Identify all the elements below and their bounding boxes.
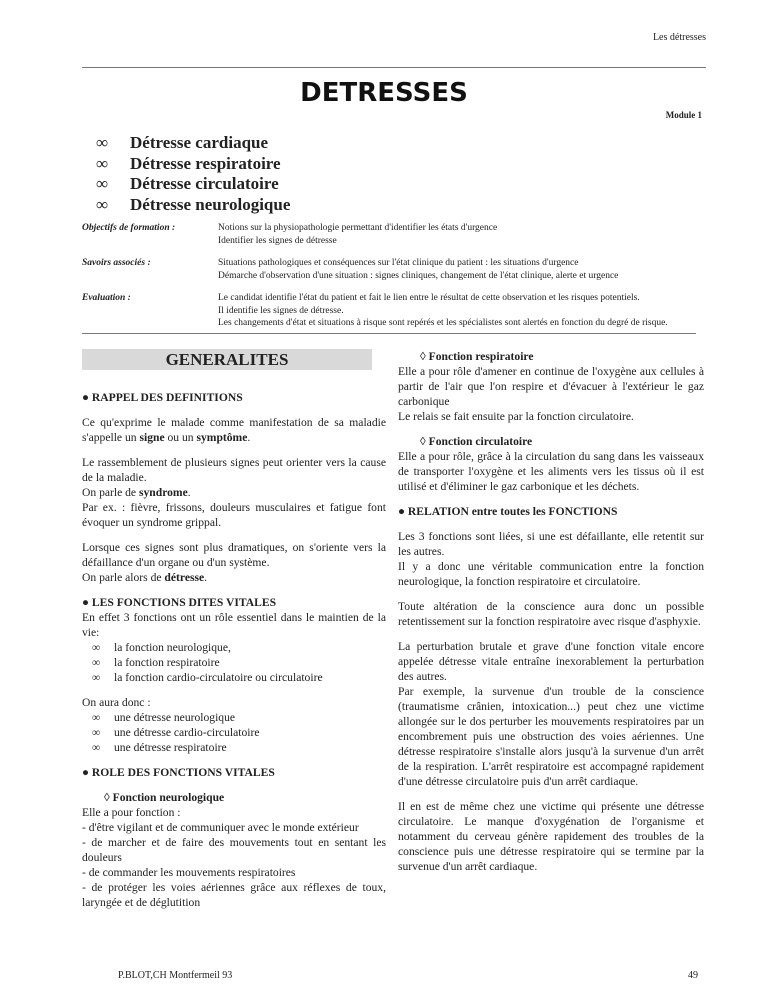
document-page: Les détresses DETRESSES Module 1 ∞ Détresse cardiaque ∞ Détresse respiratoire ∞ Détresse circulatoire ∞ Détresse neurologique Objectifs de formation : Notions sur la physiopathologie permettant d'identifier les états d'urgence Identifier les signes de détresse Savoirs associés : Situations pathologiques et conséquences sur l'état clinique du patient : les situations d'urgence Démarche d'observation d'une situation : signes cliniques, changement de l'état clinique, alerte et urgence Evaluation : Le candidat identifie l'état du patient et fait le lien entre le résultat de cette observation et les risques potentiels. Il identifie les signes de détresse. Les changements d'état et situations à risque sont repérés et les spécialistes sont alertés en fonction du degré de risque. GENERALITES ● RAPPEL DES DEFINITIONS Ce qu'exprime le malade comme manifestation de sa maladie s'appelle un signe ou un symptôme. Le rassemblement de plusieurs signes peut orienter vers la cause de la maladie. On parle de syndrome. Par ex. : fièvre, frissons, douleurs musculaires et fatigue font évoquer un syndrome grippal. Lorsque ces signes sont plus dramatiques, on s'oriente vers la défaillance d'un organe ou d'un système. On parle alors de détresse. ● LES FONCTIONS DITES VITALES En effet 3 fonctions ont un rôle essentiel dans le maintien de la vie: ∞ la fonction neurologique, ∞ la fonction respiratoire ∞ la fonction cardio-circulatoire ou circulatoire On aura donc : ∞ une détresse neurologique ∞ une détresse cardio-circulatoire ∞ une détresse respiratoire ● ROLE DES FONCTIONS VITALES ◊ Fonction neurologique Elle a pour fonction : - d'être vigilant et de communiquer avec le monde extérieur - de marcher et de faire des mouvements tout en sentant les douleurs - de commander les mouvements respiratoires - de protéger les voies aériennes grâce aux réflexes de toux, laryngée et de déglutition ◊ Fonction respiratoire Elle a pour rôle d'amener en continue de l'oxygène aux cellules à partir de l'air que l'on respire et d'évacuer à l'extérieur le gaz carbonique Le relais se fait ensuite par la fonction circulatoire. ◊ Fonction circulatoire Elle a pour rôle, grâce à la circulation du sang dans les vaisseaux de transporter l'oxygène et les aliments vers les tissus où il est utilisé et d'éliminer le gaz carbonique et les déchets. ● RELATION entre toutes les FONCTIONS Les 3 fonctions sont liées, si une est défaillante, elle retentit sur les autres. Il y a donc une véritable communication entre la fonction neurologique, la fonction respiratoire et circulatoire. Toute altération de la conscience aura donc un possible retentissement sur la fonction respiratoire avec risque d'asphyxie. La perturbation brutale et grave d'une fonction vitale encore appelée détresse vitale entraîne inexorablement la perturbation des autres. Par exemple, la survenue d'un trouble de la conscience (traumatisme crânien, intoxication...) peut chez une victime allongée sur le dos perturber les mouvements respiratoires par un encombrement puis une obstruction des voies aériennes. Une détresse respiratoire s'installe alors jusqu'à la survenue d'un arrêt de la respiration. L'arrêt respiratoire est accompagné rapidement d'une détresse circulatoire puis d'un arrêt cardiaque. Il en est de même chez une victime qui présente une détresse circulatoire. Le manque d'oxygénation de l'organisme et notamment du cerveau génère rapidement des troubles de la conscience puis une détresse respiratoire qui se termine par la survenue d'un arrêt cardiaque. P.BLOT,CH Montfermeil 93 49	[0, 0, 768, 994]
infinity-bullet-icon: ∞	[96, 174, 109, 193]
paragraph: La perturbation brutale et grave d'une fonction vitale encore appelée détresse vitale entraîne inexorablement la perturbation des autres. Par exemple, la survenue d'un trouble de la conscience (traumatisme crânien, intoxication...) peut chez une victime allongée sur le dos perturber les mouvements respiratoires par un encombrement puis une obstruction des voies aériennes. Une détresse respiratoire s'installe alors jusqu'à la survenue d'un arrêt de la respiration. L'arrêt respiratoire est accompagné rapidement d'une détresse circulatoire puis d'un arrêt cardiaque.	[398, 640, 704, 788]
list-item: ∞ une détresse neurologique	[92, 711, 236, 724]
list-item: ∞ une détresse cardio-circulatoire	[92, 726, 260, 739]
topic-item: ∞ Détresse respiratoire	[96, 153, 281, 173]
paragraph: Le rassemblement de plusieurs signes peut orienter vers la cause de la maladie. On parle de syndrome. Par ex. : fièvre, frissons, douleurs musculaires et fatigue font évoquer un syndrome grippal.	[82, 456, 386, 529]
list-item: ∞ la fonction respiratoire	[92, 656, 220, 669]
running-header: Les détresses	[652, 32, 706, 43]
heading-roles: ● ROLE DES FONCTIONS VITALES	[82, 766, 275, 779]
paragraph: Ce qu'exprime le malade comme manifestation de sa maladie s'appelle un signe ou un symptôme.	[82, 416, 386, 444]
header-rule	[82, 67, 706, 68]
page-title: DETRESSES	[300, 78, 468, 108]
infinity-bullet-icon: ∞	[96, 194, 109, 214]
page-number: 49	[688, 970, 698, 981]
paragraph: On aura donc :	[82, 696, 151, 709]
list-item: ∞ la fonction cardio-circulatoire ou circulatoire	[92, 671, 323, 684]
heading-respiratory: ◊ Fonction respiratoire	[420, 350, 534, 363]
heading-circulatory: ◊ Fonction circulatoire	[420, 435, 533, 448]
list-item: ∞ la fonction neurologique,	[92, 641, 231, 654]
paragraph: Toute altération de la conscience aura donc un possible retentissement sur la fonction respiratoire avec risque d'asphyxie.	[398, 600, 704, 628]
right-column	[398, 349, 704, 884]
topic-item: ∞ Détresse neurologique	[96, 194, 291, 214]
paragraph: Les 3 fonctions sont liées, si une est défaillante, elle retentit sur les autres. Il y a donc une véritable communication entre la fonction neurologique, la fonction respiratoire et circulatoire.	[398, 530, 704, 588]
paragraph: Il en est de même chez une victime qui présente une détresse circulatoire. Le manque d'oxygénation de l'organisme et notamment du cerveau génère rapidement des troubles de la conscience puis une détresse respiratoire qui se termine par la survenue d'un arrêt cardiaque.	[398, 800, 704, 873]
topic-list	[96, 133, 290, 215]
left-column: ● RAPPEL DES DEFINITIONS Ce qu'exprime le malade comme manifestation de sa maladie s'appelle un signe ou un symptôme. Le rassemblement de plusieurs signes peut orienter vers la cause de la maladie. On parle de syndrome. Par ex. : fièvre, frissons, douleurs musculaires et fatigue font évoquer un syndrome grippal. Lorsque ces signes sont plus dramatiques, on s'oriente vers la défaillance d'un organe ou d'un système. On parle alors de détresse. ● LES FONCTIONS DITES VITALES En effet 3 fonctions ont un rôle essentiel dans le maintien de la vie: ∞ la fonction neurologique, ∞ la fonction respiratoire ∞ la fonction cardio-circulatoire ou circulatoire On aura donc : ∞ une détresse neurologique ∞ une détresse cardio-circulatoire ∞ une détresse respiratoire ● ROLE DES FONCTIONS VITALES ◊ Fonction neurologique Elle a pour fonction : - d'être vigilant et de communiquer avec le monde extérieur - de marcher et de faire des mouvements tout en sentant les douleurs - de commander les mouvements respiratoires - de protéger les voies aériennes grâce aux réflexes de toux, laryngée et de déglutition	[82, 391, 386, 909]
section-heading: GENERALITES	[82, 349, 372, 370]
module-label: Module 1	[665, 110, 702, 120]
paragraph: Elle a pour rôle, grâce à la circulation du sang dans les vaisseaux de transporter l'oxygène et les aliments vers les tissus où il est utilisé et d'éliminer le gaz carbonique et les déchets.	[398, 450, 704, 493]
section-rule	[82, 333, 696, 334]
footer-author: P.BLOT,CH Montfermeil 93	[118, 970, 233, 981]
topic-item: ∞ Détresse cardiaque	[96, 133, 269, 152]
heading-relation: ● RELATION entre toutes les FONCTIONS	[398, 505, 618, 518]
paragraph: Elle a pour rôle d'amener en continue de l'oxygène aux cellules à partir de l'air que l'on respire et d'évacuer à l'extérieur le gaz carbonique Le relais se fait ensuite par la fonction circulatoire.	[398, 365, 704, 423]
list-item: ∞ une détresse respiratoire	[92, 741, 227, 754]
infinity-bullet-icon: ∞	[96, 133, 109, 152]
functions-list	[82, 640, 386, 685]
infinity-bullet-icon: ∞	[96, 153, 109, 173]
heading-vital-functions: ● LES FONCTIONS DITES VITALES	[82, 596, 277, 609]
paragraph: Lorsque ces signes sont plus dramatiques, on s'oriente vers la défaillance d'un organe ou d'un système. On parle alors de détresse.	[82, 541, 386, 584]
distress-list	[82, 710, 386, 755]
heading-neuro: ◊ Fonction neurologique	[104, 791, 225, 804]
heading-definitions: ● RAPPEL DES DEFINITIONS	[82, 391, 243, 404]
paragraph: En effet 3 fonctions ont un rôle essentiel dans le maintien de la vie:	[82, 611, 386, 639]
topic-item: ∞ Détresse circulatoire	[96, 174, 279, 193]
